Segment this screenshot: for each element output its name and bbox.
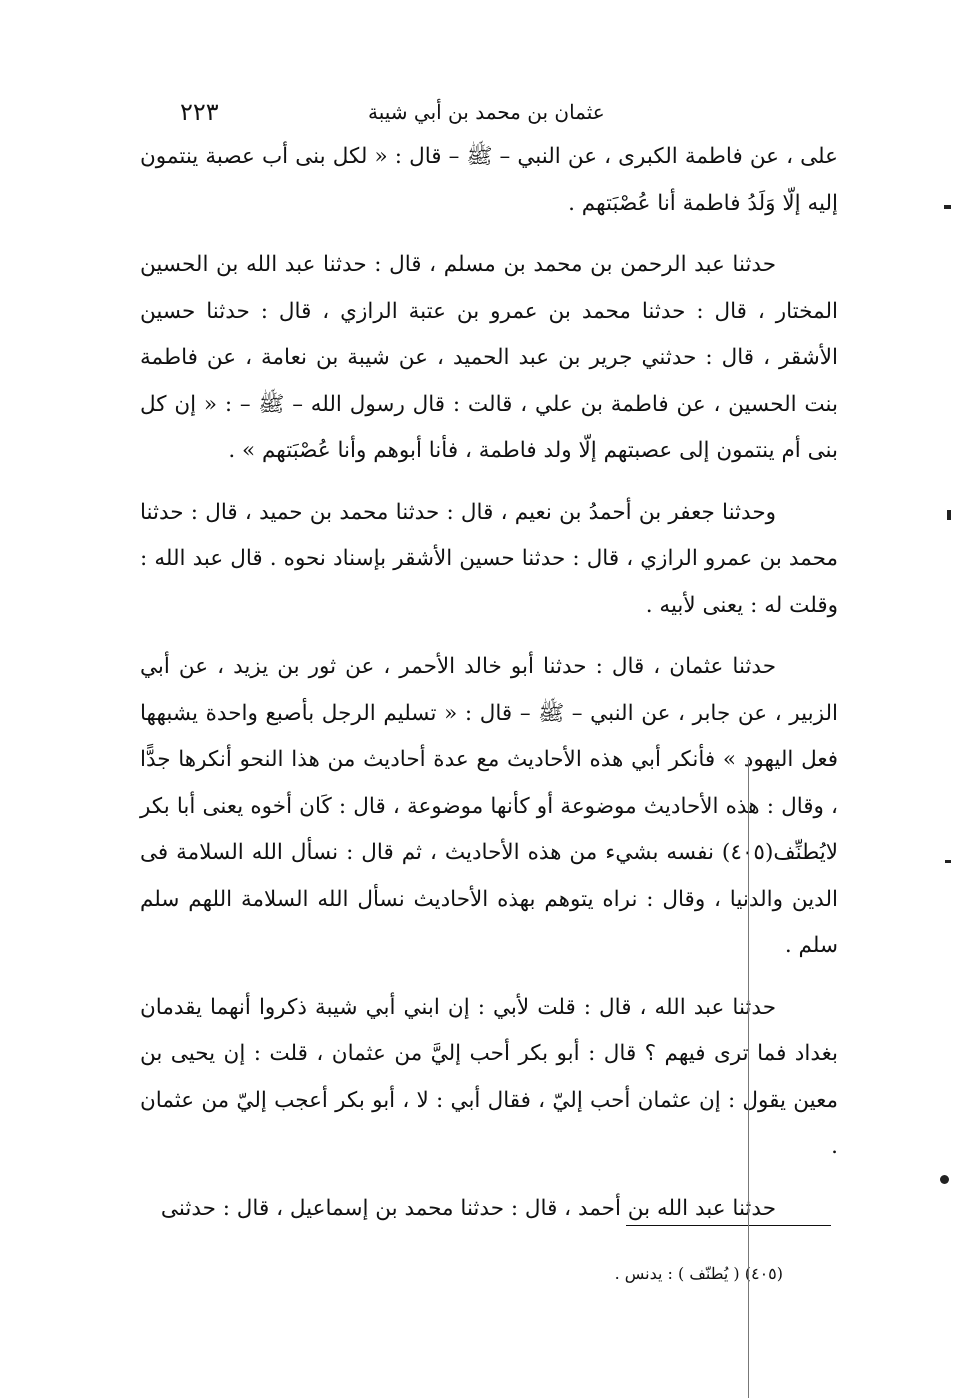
footnote-separator [626,1225,831,1226]
paragraph-2: حدثنا عبد الرحمن بن محمد بن مسلم ، قال : حدثنا عبد الله بن الحسين المختار ، قال : حدثنا محمد بن عمرو بن عتبة الرازي ، قال : حدثنا حسين الأشقر ، قال : حدثني جرير بن عبد الحميد ، عن شيبة بن نعامة ، عن فاطمة بنت الحسين ، عن فاطمة بن علي ، قالت : قال رسول الله – ﷺ – : « إن كل بنى أم ينتمون إلى عصبتهم إلّا ولد فاطمة ، فأنا أبوهم وأنا عُصْبَتهم » . [140,252,838,463]
margin-speck [947,510,951,520]
margin-speck [945,860,951,863]
paragraph-4: حدثنا عثمان ، قال : حدثنا أبو خالد الأحمر ، عن ثور بن يزيد ، عن أبي الزبير ، عن جابر ، عن النبي – ﷺ – قال : « تسليم الرجل بأصبع واحدة يشبهها فعل اليهود » فأنكر أبي هذه الأحاديث مع عدة أحاديث من هذا النحو أنكرها جدًّا ، وقال : هذه الأحاديث موضوعة أو كأنها موضوعة ، قال : كَان أخوه يعنى أبا بكر لايُطنِّف(٤٠٥) نفسه بشيء من هذه الأحاديث ، ثم قال : نسأل الله السلامة فى الدين والدنيا ، وقال : نراه يتوهم بهذه الأحاديث نسأل الله السلامة اللهم سلم سلم . [140,654,838,958]
margin-speck [944,205,951,209]
running-title: عثمان بن محمد بن أبي شيبة [368,100,605,124]
paragraph-5: حدثنا عبد الله ، قال : قلت لأبي : إن ابني أبي شيبة ذكروا أنهما يقدمان بغداد فما ترى فيهم ؟ قال : أبو بكر أحب إليَّ من عثمان ، قلت : إن يحيى بن معين يقول : إن عثمان أحب إليّ ، فقال أبي : لا ، أبو بكر أعجب إليّ من عثمان . [140,994,838,1159]
paragraph-1: على ، عن فاطمة الكبرى ، عن النبي – ﷺ – قال : « لكل بنى أب عصبة ينتمون إليه إلّا وَلَدُ فاطمة أنا عُصْبَتهم . [140,144,838,216]
margin-speck [940,1175,949,1184]
paragraph-3: وحدثنا جعفر بن أحمدُ بن نعيم ، قال : حدثنا محمد بن حميد ، قال : حدثنا محمد بن عمرو الرازي ، قال : حدثنا حسين الأشقر بإسناد نحوه . قال عبد الله : وقلت له : يعنى لأبيه . [140,499,838,618]
paragraph-6: حدثنا عبد الله بن أحمد ، قال : حدثنا محمد بن إسماعيل ، قال : حدثنى [160,1195,776,1221]
page-number: ٢٢٣ [180,98,219,126]
footnote-405: (٤٠٥) ( يُطنّف ) : يدنس . [614,1264,783,1283]
body-text [140,134,838,1247]
page-header [140,98,840,134]
scan-fold-line [748,760,749,1398]
